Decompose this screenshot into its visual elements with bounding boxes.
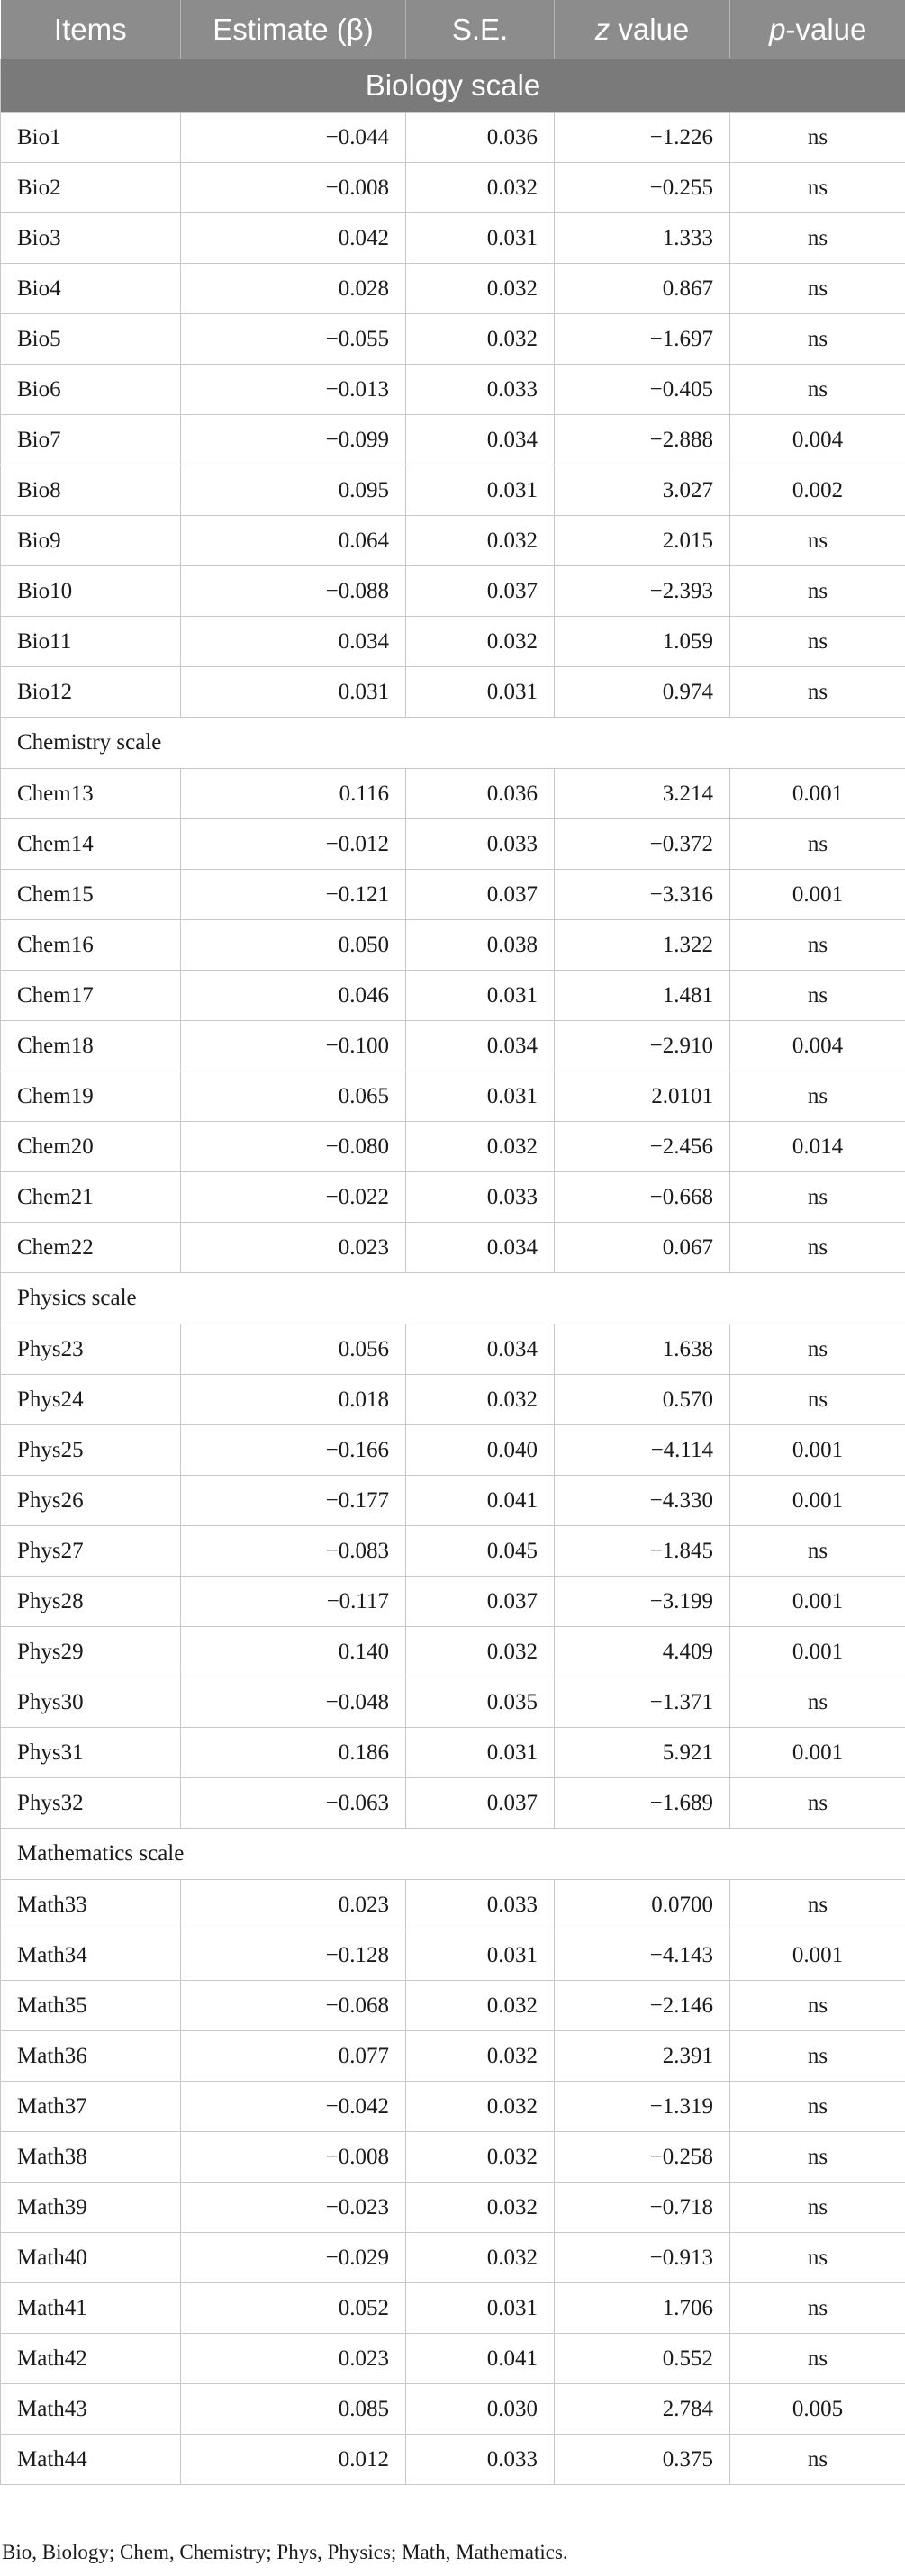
- se-cell: 0.031: [406, 971, 555, 1021]
- se-cell: 0.041: [406, 1476, 555, 1526]
- z-value-cell: −1.226: [555, 113, 730, 163]
- z-value-cell: −3.316: [555, 870, 730, 920]
- se-cell: 0.045: [406, 1526, 555, 1577]
- se-cell: 0.032: [406, 516, 555, 566]
- z-value-cell: −2.393: [555, 566, 730, 617]
- se-cell: 0.034: [406, 1021, 555, 1071]
- table-row: [1, 1627, 905, 1677]
- item-cell: Chem15: [1, 870, 181, 920]
- table-row: [1, 566, 905, 617]
- p-value-cell: ns: [730, 2183, 905, 2233]
- se-cell: 0.033: [406, 1880, 555, 1930]
- estimate-cell: 0.064: [181, 516, 406, 566]
- se-cell: 0.037: [406, 870, 555, 920]
- estimate-cell: 0.042: [181, 213, 406, 264]
- p-value-cell: ns: [730, 1172, 905, 1223]
- p-value-cell: ns: [730, 819, 905, 870]
- se-cell: 0.033: [406, 1172, 555, 1223]
- se-cell: 0.032: [406, 2132, 555, 2183]
- p-value-cell: ns: [730, 2334, 905, 2384]
- estimate-cell: −0.023: [181, 2183, 406, 2233]
- p-value-cell: 0.001: [730, 769, 905, 819]
- estimate-cell: 0.023: [181, 2334, 406, 2384]
- estimate-cell: −0.088: [181, 566, 406, 617]
- section-title: Biology scale: [1, 59, 905, 113]
- z-value-cell: 1.333: [555, 213, 730, 264]
- table-row: [1, 870, 905, 920]
- z-value-cell: −4.114: [555, 1425, 730, 1476]
- se-cell: 0.031: [406, 2283, 555, 2334]
- item-cell: Math39: [1, 2183, 181, 2233]
- z-value-cell: −1.845: [555, 1526, 730, 1577]
- se-cell: 0.033: [406, 819, 555, 870]
- table-row: [1, 516, 905, 566]
- estimate-cell: −0.008: [181, 2132, 406, 2183]
- table-row: [1, 1324, 905, 1375]
- table-row: [1, 365, 905, 415]
- table-row: [1, 1425, 905, 1476]
- estimate-cell: −0.063: [181, 1778, 406, 1829]
- table-row: [1, 2384, 905, 2435]
- item-cell: Phys28: [1, 1577, 181, 1627]
- section-row: [1, 59, 905, 113]
- section-title: Mathematics scale: [1, 1829, 905, 1880]
- se-cell: 0.033: [406, 2435, 555, 2485]
- section-row: [1, 718, 905, 769]
- item-cell: Bio2: [1, 163, 181, 213]
- item-cell: Math38: [1, 2132, 181, 2183]
- z-value-cell: −2.456: [555, 1122, 730, 1172]
- estimate-cell: −0.166: [181, 1425, 406, 1476]
- table-row: [1, 1577, 905, 1627]
- estimate-cell: 0.056: [181, 1324, 406, 1375]
- p-value-cell: ns: [730, 2132, 905, 2183]
- item-cell: Math35: [1, 1981, 181, 2031]
- table-row: [1, 819, 905, 870]
- se-cell: 0.034: [406, 415, 555, 465]
- p-value-cell: 0.004: [730, 415, 905, 465]
- estimate-cell: −0.099: [181, 415, 406, 465]
- item-cell: Phys25: [1, 1425, 181, 1476]
- estimate-cell: 0.028: [181, 264, 406, 314]
- item-cell: Math40: [1, 2233, 181, 2283]
- se-cell: 0.032: [406, 2031, 555, 2082]
- z-value-cell: −4.143: [555, 1930, 730, 1981]
- section-row: [1, 1829, 905, 1880]
- table-row: [1, 2334, 905, 2384]
- se-cell: 0.032: [406, 2233, 555, 2283]
- estimate-cell: 0.085: [181, 2384, 406, 2435]
- z-value-cell: 2.0101: [555, 1071, 730, 1122]
- item-cell: Math43: [1, 2384, 181, 2435]
- z-value-cell: −1.689: [555, 1778, 730, 1829]
- item-cell: Bio7: [1, 415, 181, 465]
- se-cell: 0.032: [406, 314, 555, 365]
- p-value-cell: ns: [730, 2233, 905, 2283]
- estimate-cell: 0.095: [181, 465, 406, 516]
- p-value-cell: ns: [730, 2031, 905, 2082]
- estimate-cell: 0.140: [181, 1627, 406, 1677]
- z-value-cell: −0.913: [555, 2233, 730, 2283]
- se-cell: 0.037: [406, 1778, 555, 1829]
- table-row: [1, 617, 905, 667]
- table-row: [1, 2283, 905, 2334]
- table-row: [1, 769, 905, 819]
- table-row: [1, 415, 905, 465]
- table-row: [1, 2233, 905, 2283]
- estimate-cell: 0.034: [181, 617, 406, 667]
- header-p-value: [730, 0, 905, 59]
- table-row: [1, 1122, 905, 1172]
- item-cell: Bio5: [1, 314, 181, 365]
- item-cell: Phys32: [1, 1778, 181, 1829]
- estimate-cell: 0.023: [181, 1880, 406, 1930]
- p-value-cell: ns: [730, 516, 905, 566]
- estimate-cell: 0.077: [181, 2031, 406, 2082]
- table-row: [1, 2132, 905, 2183]
- item-cell: Chem14: [1, 819, 181, 870]
- se-cell: 0.038: [406, 920, 555, 971]
- item-cell: Phys31: [1, 1728, 181, 1778]
- estimate-cell: 0.186: [181, 1728, 406, 1778]
- table-row: [1, 971, 905, 1021]
- estimate-cell: −0.022: [181, 1172, 406, 1223]
- p-value-cell: ns: [730, 2283, 905, 2334]
- estimate-cell: −0.068: [181, 1981, 406, 2031]
- table-row: [1, 2435, 905, 2485]
- p-value-cell: ns: [730, 1071, 905, 1122]
- p-value-cell: ns: [730, 2435, 905, 2485]
- table-row: [1, 264, 905, 314]
- item-cell: Bio10: [1, 566, 181, 617]
- z-value-cell: −1.697: [555, 314, 730, 365]
- p-value-cell: 0.001: [730, 1728, 905, 1778]
- estimate-cell: −0.121: [181, 870, 406, 920]
- p-value-cell: ns: [730, 920, 905, 971]
- table-row: [1, 1677, 905, 1728]
- item-cell: Bio12: [1, 667, 181, 718]
- estimate-cell: 0.012: [181, 2435, 406, 2485]
- table-header: [1, 0, 905, 59]
- estimate-cell: −0.013: [181, 365, 406, 415]
- se-cell: 0.032: [406, 1122, 555, 1172]
- item-cell: Chem19: [1, 1071, 181, 1122]
- estimate-cell: −0.008: [181, 163, 406, 213]
- p-value-cell: 0.001: [730, 1577, 905, 1627]
- item-cell: Phys27: [1, 1526, 181, 1577]
- z-value-cell: 2.015: [555, 516, 730, 566]
- se-cell: 0.036: [406, 769, 555, 819]
- item-cell: Bio9: [1, 516, 181, 566]
- p-value-cell: 0.001: [730, 1425, 905, 1476]
- item-cell: Bio8: [1, 465, 181, 516]
- p-value-cell: ns: [730, 113, 905, 163]
- item-cell: Bio6: [1, 365, 181, 415]
- item-cell: Bio4: [1, 264, 181, 314]
- p-value-cell: ns: [730, 566, 905, 617]
- z-value-cell: −4.330: [555, 1476, 730, 1526]
- p-value-cell: ns: [730, 971, 905, 1021]
- z-value-cell: 2.391: [555, 2031, 730, 2082]
- item-cell: Chem21: [1, 1172, 181, 1223]
- table-row: [1, 314, 905, 365]
- p-value-cell: ns: [730, 1677, 905, 1728]
- p-value-cell: 0.004: [730, 1021, 905, 1071]
- z-value-cell: 1.059: [555, 617, 730, 667]
- z-value-cell: −0.668: [555, 1172, 730, 1223]
- table-row: [1, 1071, 905, 1122]
- table-row: [1, 1375, 905, 1425]
- p-value-cell: ns: [730, 314, 905, 365]
- table-row: [1, 1778, 905, 1829]
- p-value-cell: 0.001: [730, 1930, 905, 1981]
- item-cell: Bio1: [1, 113, 181, 163]
- estimate-cell: −0.055: [181, 314, 406, 365]
- item-cell: Phys24: [1, 1375, 181, 1425]
- table-row: [1, 2082, 905, 2132]
- table-row: [1, 1880, 905, 1930]
- estimate-cell: −0.128: [181, 1930, 406, 1981]
- z-value-cell: −3.199: [555, 1577, 730, 1627]
- item-cell: Math34: [1, 1930, 181, 1981]
- estimate-cell: −0.029: [181, 2233, 406, 2283]
- z-value-cell: −1.319: [555, 2082, 730, 2132]
- p-value-cell: 0.005: [730, 2384, 905, 2435]
- estimate-cell: 0.065: [181, 1071, 406, 1122]
- estimate-cell: 0.050: [181, 920, 406, 971]
- se-cell: 0.037: [406, 566, 555, 617]
- table-row: [1, 667, 905, 718]
- p-value-cell: ns: [730, 1375, 905, 1425]
- se-cell: 0.032: [406, 163, 555, 213]
- estimate-cell: −0.042: [181, 2082, 406, 2132]
- z-value-cell: 0.375: [555, 2435, 730, 2485]
- item-cell: Math42: [1, 2334, 181, 2384]
- table-row: [1, 2031, 905, 2082]
- z-value-cell: −0.405: [555, 365, 730, 415]
- header-estimate: Estimate (β): [181, 0, 406, 59]
- se-cell: 0.031: [406, 667, 555, 718]
- item-cell: Chem16: [1, 920, 181, 971]
- z-value-cell: 0.067: [555, 1223, 730, 1273]
- item-cell: Math37: [1, 2082, 181, 2132]
- se-cell: 0.031: [406, 1071, 555, 1122]
- z-value-cell: 1.706: [555, 2283, 730, 2334]
- estimate-cell: −0.177: [181, 1476, 406, 1526]
- z-value-cell: −0.255: [555, 163, 730, 213]
- se-cell: 0.036: [406, 113, 555, 163]
- se-cell: 0.032: [406, 2183, 555, 2233]
- estimate-cell: −0.044: [181, 113, 406, 163]
- item-cell: Chem20: [1, 1122, 181, 1172]
- table-row: [1, 1930, 905, 1981]
- header-items: Items: [1, 0, 181, 59]
- z-value-cell: −1.371: [555, 1677, 730, 1728]
- table-row: [1, 213, 905, 264]
- p-value-cell: 0.001: [730, 1627, 905, 1677]
- z-value-cell: 0.974: [555, 667, 730, 718]
- p-value-cell: ns: [730, 264, 905, 314]
- estimate-cell: −0.100: [181, 1021, 406, 1071]
- item-cell: Phys23: [1, 1324, 181, 1375]
- table-row: [1, 1981, 905, 2031]
- header-z-value: [555, 0, 730, 59]
- item-cell: Phys30: [1, 1677, 181, 1728]
- item-cell: Chem18: [1, 1021, 181, 1071]
- z-value-cell: −2.888: [555, 415, 730, 465]
- section-title: Physics scale: [1, 1273, 905, 1324]
- se-cell: 0.032: [406, 2082, 555, 2132]
- se-cell: 0.031: [406, 1728, 555, 1778]
- p-value-cell: ns: [730, 2082, 905, 2132]
- z-value-cell: 3.027: [555, 465, 730, 516]
- estimate-cell: 0.023: [181, 1223, 406, 1273]
- z-value-cell: 5.921: [555, 1728, 730, 1778]
- header-z-rest: value: [610, 12, 690, 46]
- table-row: [1, 1476, 905, 1526]
- estimate-cell: 0.116: [181, 769, 406, 819]
- estimate-cell: 0.052: [181, 2283, 406, 2334]
- header-p-italic: p: [769, 12, 786, 46]
- z-value-cell: −0.258: [555, 2132, 730, 2183]
- item-cell: Phys26: [1, 1476, 181, 1526]
- se-cell: 0.032: [406, 1981, 555, 2031]
- table-row: [1, 465, 905, 516]
- p-value-cell: ns: [730, 1526, 905, 1577]
- section-row: [1, 1273, 905, 1324]
- p-value-cell: ns: [730, 1223, 905, 1273]
- item-cell: Math33: [1, 1880, 181, 1930]
- estimate-cell: −0.117: [181, 1577, 406, 1627]
- z-value-cell: 2.784: [555, 2384, 730, 2435]
- se-cell: 0.031: [406, 213, 555, 264]
- z-value-cell: 1.638: [555, 1324, 730, 1375]
- estimate-cell: 0.046: [181, 971, 406, 1021]
- se-cell: 0.031: [406, 465, 555, 516]
- p-value-cell: 0.001: [730, 1476, 905, 1526]
- se-cell: 0.032: [406, 1375, 555, 1425]
- table-row: [1, 1526, 905, 1577]
- se-cell: 0.041: [406, 2334, 555, 2384]
- estimate-cell: −0.048: [181, 1677, 406, 1728]
- z-value-cell: 4.409: [555, 1627, 730, 1677]
- se-cell: 0.035: [406, 1677, 555, 1728]
- estimate-cell: −0.083: [181, 1526, 406, 1577]
- z-value-cell: −0.372: [555, 819, 730, 870]
- item-cell: Math36: [1, 2031, 181, 2082]
- z-value-cell: −0.718: [555, 2183, 730, 2233]
- se-cell: 0.034: [406, 1324, 555, 1375]
- estimate-cell: −0.080: [181, 1122, 406, 1172]
- z-value-cell: 0.867: [555, 264, 730, 314]
- header-p-rest: -value: [785, 12, 867, 46]
- item-cell: Math41: [1, 2283, 181, 2334]
- table-row: [1, 1021, 905, 1071]
- z-value-cell: −2.910: [555, 1021, 730, 1071]
- table-body: [1, 59, 905, 2485]
- table-row: [1, 920, 905, 971]
- item-cell: Chem22: [1, 1223, 181, 1273]
- p-value-cell: ns: [730, 1981, 905, 2031]
- z-value-cell: 0.0700: [555, 1880, 730, 1930]
- table-row: [1, 1728, 905, 1778]
- p-value-cell: ns: [730, 617, 905, 667]
- section-title: Chemistry scale: [1, 718, 905, 769]
- se-cell: 0.034: [406, 1223, 555, 1273]
- se-cell: 0.040: [406, 1425, 555, 1476]
- z-value-cell: −2.146: [555, 1981, 730, 2031]
- z-value-cell: 1.322: [555, 920, 730, 971]
- table-row: [1, 113, 905, 163]
- p-value-cell: 0.014: [730, 1122, 905, 1172]
- p-value-cell: ns: [730, 1880, 905, 1930]
- z-value-cell: 1.481: [555, 971, 730, 1021]
- se-cell: 0.032: [406, 264, 555, 314]
- p-value-cell: ns: [730, 1324, 905, 1375]
- se-cell: 0.037: [406, 1577, 555, 1627]
- p-value-cell: ns: [730, 163, 905, 213]
- item-cell: Phys29: [1, 1627, 181, 1677]
- table-row: [1, 1223, 905, 1273]
- p-value-cell: 0.002: [730, 465, 905, 516]
- item-cell: Math44: [1, 2435, 181, 2485]
- item-cell: Chem13: [1, 769, 181, 819]
- header-se: S.E.: [406, 0, 555, 59]
- p-value-cell: ns: [730, 667, 905, 718]
- table-row: [1, 1172, 905, 1223]
- header-z-italic: z: [594, 12, 611, 46]
- header-row: [1, 0, 905, 59]
- table-footnote: Bio, Biology; Chem, Chemistry; Phys, Physics; Math, Mathematics.: [2, 2541, 568, 2563]
- z-value-cell: 0.570: [555, 1375, 730, 1425]
- estimate-cell: 0.031: [181, 667, 406, 718]
- z-value-cell: 0.552: [555, 2334, 730, 2384]
- se-cell: 0.033: [406, 365, 555, 415]
- p-value-cell: ns: [730, 213, 905, 264]
- table-row: [1, 163, 905, 213]
- estimate-cell: −0.012: [181, 819, 406, 870]
- item-cell: Bio3: [1, 213, 181, 264]
- p-value-cell: ns: [730, 365, 905, 415]
- p-value-cell: ns: [730, 1778, 905, 1829]
- p-value-cell: 0.001: [730, 870, 905, 920]
- se-cell: 0.030: [406, 2384, 555, 2435]
- se-cell: 0.032: [406, 617, 555, 667]
- se-cell: 0.031: [406, 1930, 555, 1981]
- estimate-cell: 0.018: [181, 1375, 406, 1425]
- table-row: [1, 2183, 905, 2233]
- item-cell: Chem17: [1, 971, 181, 1021]
- item-cell: Bio11: [1, 617, 181, 667]
- z-value-cell: 3.214: [555, 769, 730, 819]
- se-cell: 0.032: [406, 1627, 555, 1677]
